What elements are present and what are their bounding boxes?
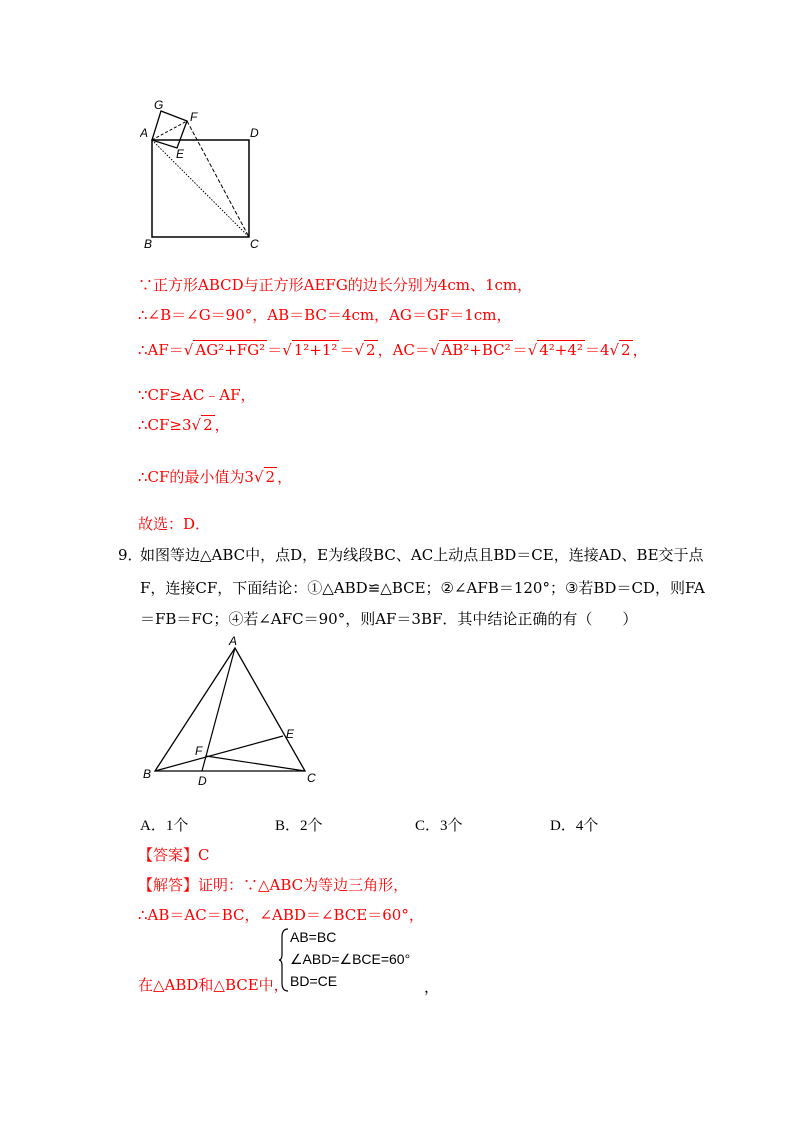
segment-fc <box>206 756 305 771</box>
solution-line-6 <box>138 467 292 487</box>
label-f: F <box>190 110 198 124</box>
label-b: B <box>143 767 152 781</box>
segment-fc <box>187 121 249 237</box>
solution-line-2: ∴∠B＝∠G＝90°，AB＝BC＝4cm，AG＝GF＝1cm， <box>138 306 512 324</box>
label-e: E <box>286 727 295 741</box>
question-text-2: F，连接CF，下面结论：①△ABD≌△BCE；②∠AFB＝120°；③若BD＝CD，则FA <box>140 579 705 597</box>
system-line-1: AB=BC <box>290 929 337 945</box>
label-a: A <box>229 634 238 648</box>
sqrt-1: √ AG²+FG² <box>183 341 266 359</box>
segment-ac <box>152 140 249 237</box>
sqrt-7: √ 2 <box>191 416 213 434</box>
eq-2: ＝ <box>339 341 355 359</box>
analysis-text-1: 证明：∵△ABC为等边三角形， <box>198 876 409 894</box>
analysis-line-3-end: ， <box>424 978 440 996</box>
solution-line-1: ∵正方形ABCD与正方形AEFG的边长分别为4cm、1cm， <box>138 276 533 294</box>
label-c: C <box>307 771 316 785</box>
label-c: C <box>250 237 259 251</box>
label-a: A <box>140 126 149 140</box>
label-e: E <box>176 147 185 161</box>
question-text-3: ＝FB＝FC；④若∠AFC＝90°，则AF＝3BF．其中结论正确的有（ ） <box>140 610 638 628</box>
question-number: 9． <box>118 546 143 564</box>
text-cf-ge: ∴CF≥3 <box>138 416 192 434</box>
text-ac-eq: ，AC＝ <box>377 341 430 359</box>
analysis-line-3: 在△ABD和△BCE中， <box>138 976 289 994</box>
analysis-label: 【解答】 <box>138 876 199 894</box>
choice-b[interactable]: B．2个 <box>275 818 323 834</box>
sqrt-2: √ 1²+1² <box>282 341 338 359</box>
choice-c[interactable]: C．3个 <box>415 818 463 834</box>
choice-a[interactable]: A．1个 <box>140 818 189 834</box>
sqrt-8: √ 2 <box>253 468 276 486</box>
analysis-line-2: ∴AB＝AC＝BC，∠ABD＝∠BCE＝60°， <box>138 906 424 924</box>
solution-line-4: ∵CF≥AC﹣AF， <box>138 386 256 404</box>
comma-1: ， <box>632 341 648 359</box>
solution-line-3 <box>138 340 648 360</box>
choice-d[interactable]: D．4个 <box>550 818 599 834</box>
eq-3: ＝ <box>512 341 528 359</box>
sqrt-4: √ AB²+BC² <box>429 341 511 359</box>
system-brace <box>278 927 290 993</box>
comma-3: ， <box>277 468 293 486</box>
answer-label: 【答案】 <box>138 846 199 864</box>
solution-line-7: 故选：D． <box>138 515 211 533</box>
answer-value: C <box>198 846 210 864</box>
label-g: G <box>154 98 164 112</box>
sqrt-5: √ 4²+4² <box>527 341 583 359</box>
label-b: B <box>144 237 153 251</box>
figure-squares <box>140 90 280 260</box>
square-aefg <box>152 111 187 148</box>
answer-line <box>138 845 210 865</box>
text-cf-min: ∴CF的最小值为3 <box>138 468 254 486</box>
comma-2: ， <box>214 416 230 434</box>
analysis-line-1 <box>138 875 408 895</box>
system-line-3: BD=CE <box>290 973 338 989</box>
sqrt-6: √ 2 <box>609 341 631 359</box>
text-af-eq: ∴AF＝ <box>138 341 184 359</box>
eq-1: ＝ <box>267 341 283 359</box>
question-text-1: 如图等边△ABC中，点D，E为线段BC、AC上动点且BD＝CE，连接AD、BE交于点 <box>140 546 704 564</box>
sqrt-3: √ 2 <box>354 341 376 359</box>
label-d: D <box>250 126 259 140</box>
figure-triangle <box>140 632 330 792</box>
solution-line-5 <box>138 415 230 435</box>
label-d: D <box>198 774 207 788</box>
square-abcd <box>152 140 249 237</box>
segment-ad <box>202 648 235 771</box>
system-line-2: ∠ABD=∠BCE=60° <box>290 951 411 967</box>
label-f: F <box>195 744 203 758</box>
eq-4: ＝4 <box>584 341 610 359</box>
